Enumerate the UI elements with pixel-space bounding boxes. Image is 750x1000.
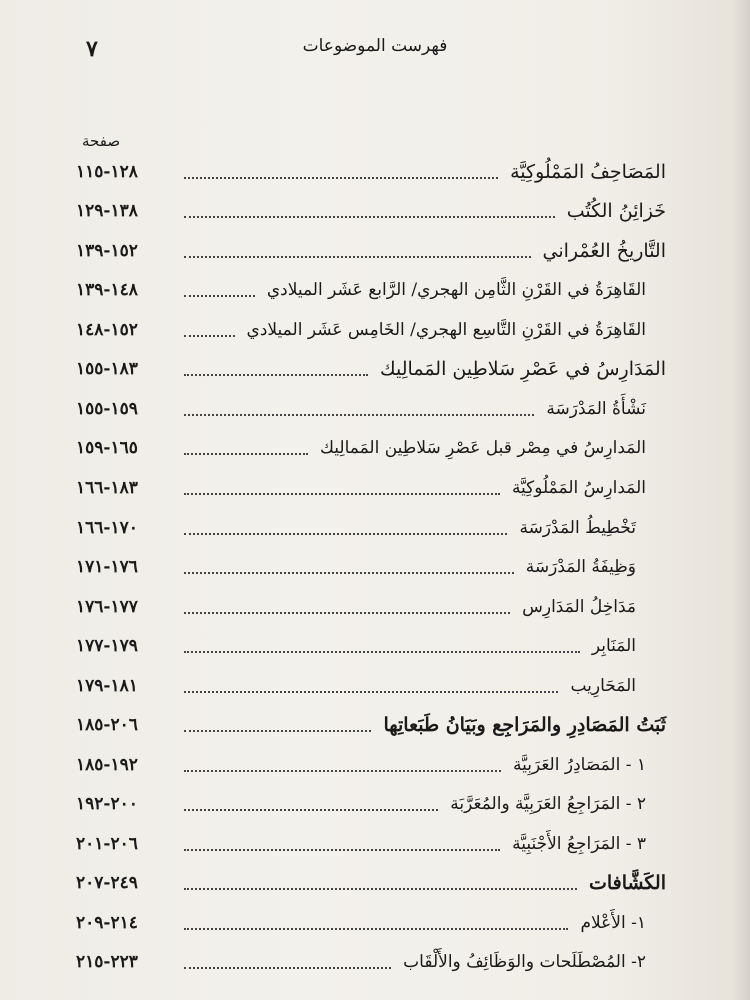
dot-leader <box>184 256 531 258</box>
toc-entry-title: المَحَارِيب <box>570 675 636 696</box>
toc-entry-title: ٢ - المَرَاجِعُ العَرَبِيَّة والمُعَرَّبَة <box>450 794 646 815</box>
toc-entry-title: القَاهِرَةُ في القَرْنِ الثَّامِن الهجري/ الرَّابع عَشَر الميلادي <box>266 280 646 301</box>
toc-entry-pages: ٢٠٠-١٩٢ <box>76 794 138 815</box>
toc-entry-pages: ١٧٧-١٧٦ <box>76 596 138 617</box>
dot-leader <box>184 216 555 218</box>
running-header-title: فهرست الموضوعات <box>302 36 448 56</box>
toc-entry <box>76 903 666 943</box>
dot-leader <box>184 572 514 574</box>
dot-leader <box>184 533 507 535</box>
toc-entry <box>76 785 666 825</box>
toc-entry <box>76 745 666 785</box>
toc-entry-title: ١ - المَصَادِرُ العَرَبِيَّة <box>513 754 646 775</box>
toc-entry-title: وَظِيفَةُ المَدْرَسَة <box>525 557 636 578</box>
toc-entry <box>76 547 666 587</box>
toc-entry-pages: ١٧٩-١٧٧ <box>76 636 138 657</box>
table-of-contents <box>76 152 666 982</box>
toc-entry <box>76 666 666 706</box>
dot-leader <box>184 374 368 376</box>
toc-entry-pages: ١٧٠-١٦٦ <box>76 517 138 538</box>
dot-leader <box>184 730 371 732</box>
toc-entry <box>76 152 666 192</box>
page-column-label: صفحة <box>82 132 121 150</box>
dot-leader <box>184 770 501 772</box>
toc-entry <box>76 350 666 390</box>
toc-entry-title: تَخْطِيطُ المَدْرَسَة <box>519 517 636 538</box>
toc-entry-title: خَزائِنُ الكُتُب <box>566 200 666 223</box>
toc-entry-pages: ١٧٦-١٧١ <box>76 557 138 578</box>
toc-entry-pages: ٢١٤-٢٠٩ <box>76 912 138 933</box>
toc-entry-pages: ١٨٣-١٦٦ <box>76 478 138 499</box>
toc-entry-title: الكَشَّافات <box>588 872 666 895</box>
toc-entry-pages: ١٥٢-١٣٩ <box>76 240 138 261</box>
dot-leader <box>184 493 500 495</box>
toc-entry <box>76 587 666 627</box>
toc-entry-pages: ١٤٨-١٣٩ <box>76 280 138 301</box>
dot-leader <box>184 849 500 851</box>
dot-leader <box>184 612 510 614</box>
dot-leader <box>184 295 255 297</box>
toc-entry-pages: ١٨١-١٧٩ <box>76 675 138 696</box>
toc-entry-title: المَنَابِر <box>591 636 636 657</box>
dot-leader <box>184 453 308 455</box>
toc-entry-pages: ١٦٥-١٥٩ <box>76 438 138 459</box>
toc-entry-pages: ١٩٢-١٨٥ <box>76 754 138 775</box>
toc-entry <box>76 429 666 469</box>
toc-entry-title: القَاهِرَةُ في القَرْنِ التَّاسِع الهجري/ الخَامِس عَشَر الميلادي <box>246 319 646 340</box>
toc-entry-pages: ١٨٣-١٥٥ <box>76 359 138 380</box>
toc-entry <box>76 864 666 904</box>
dot-leader <box>184 967 391 969</box>
page-edge-shadow <box>732 0 750 1000</box>
toc-entry-title: مَدَاخِلُ المَدَارِس <box>522 596 636 617</box>
toc-entry-title: ثَبَتُ المَصَادِرِ والمَرَاجِع وبَيَانُ طَبَعاتِها <box>383 714 666 737</box>
toc-entry-title: التَّاريخُ العُمْراني <box>542 239 666 262</box>
toc-entry <box>76 626 666 666</box>
dot-leader <box>184 651 580 653</box>
toc-entry <box>76 468 666 508</box>
page-number: ٧ <box>86 36 98 62</box>
toc-entry-title: المَصَاحِفُ المَمْلُوكِيَّة <box>510 160 666 183</box>
toc-entry-pages: ١٥٩-١٥٥ <box>76 398 138 419</box>
toc-entry-title: ١- الأَعْلام <box>580 912 646 933</box>
dot-leader <box>184 691 558 693</box>
toc-entry-title: ٣ - المَرَاجِعُ الأَجْنَبِيَّة <box>512 833 646 854</box>
toc-entry-title: المَدَارِسُ في عَصْرِ سَلاطِين المَمالِيك <box>380 358 666 381</box>
toc-entry <box>76 389 666 429</box>
toc-entry-pages: ٢٠٦-٢٠١ <box>76 833 138 854</box>
toc-entry <box>76 192 666 232</box>
toc-entry-pages: ١٢٨-١١٥ <box>76 161 138 182</box>
toc-entry-pages: ٢٠٦-١٨٥ <box>76 715 138 736</box>
toc-entry-pages: ١٥٢-١٤٨ <box>76 319 138 340</box>
dot-leader <box>184 177 498 179</box>
toc-entry-pages: ٢٢٣-٢١٥ <box>76 952 138 973</box>
dot-leader <box>184 414 534 416</box>
dot-leader <box>184 888 577 890</box>
toc-entry <box>76 508 666 548</box>
toc-entry-pages: ١٣٨-١٢٩ <box>76 201 138 222</box>
toc-entry-title: ٢- المُصْطَلَحات والوَظَائِفُ والأَلْقَاب <box>403 952 646 973</box>
toc-entry-title: المَدارِسُ في مِصْر قبل عَصْرِ سَلاطِين المَمالِيك <box>319 438 646 459</box>
dot-leader <box>184 928 568 930</box>
dot-leader <box>184 335 235 337</box>
toc-entry <box>76 705 666 745</box>
dot-leader <box>184 809 438 811</box>
toc-entry-pages: ٢٤٩-٢٠٧ <box>76 873 138 894</box>
toc-entry-title: نَشْأَةُ المَدْرَسَة <box>546 398 646 419</box>
toc-entry <box>76 271 666 311</box>
toc-entry <box>76 231 666 271</box>
toc-entry-title: المَدارِسُ المَمْلُوكِيَّة <box>511 478 646 499</box>
toc-entry <box>76 310 666 350</box>
toc-entry <box>76 824 666 864</box>
toc-entry <box>76 943 666 983</box>
